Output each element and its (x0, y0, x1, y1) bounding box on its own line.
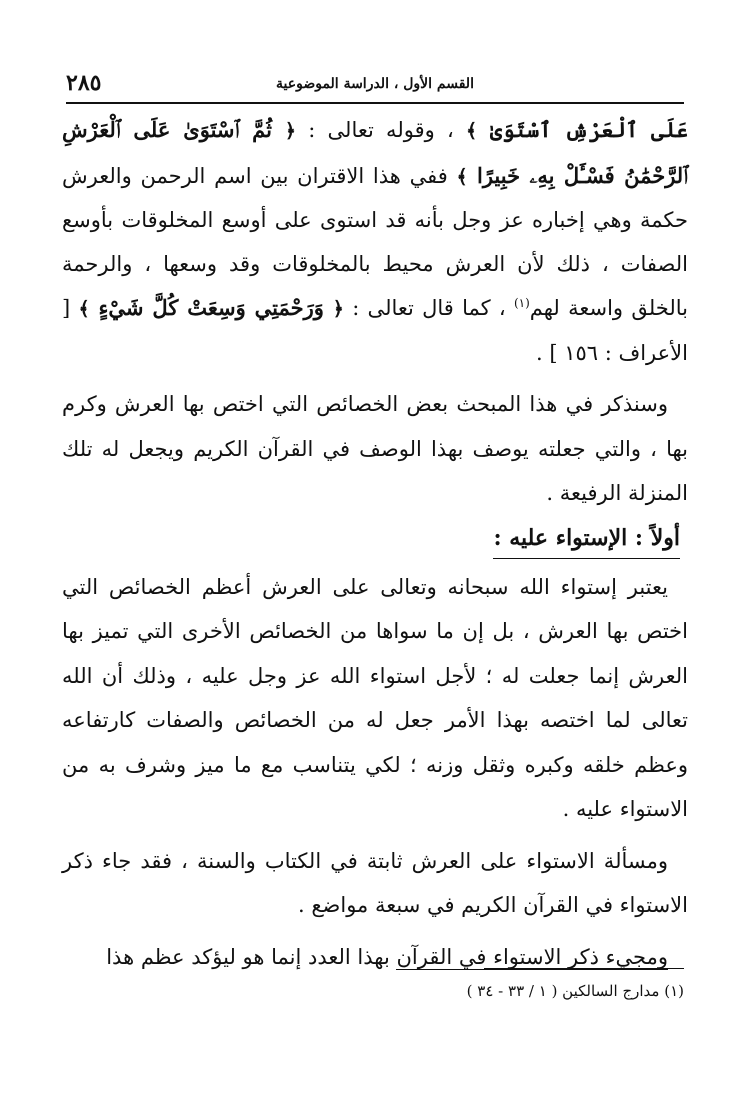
page-number: ٢٨٥ (66, 70, 102, 96)
verse-start-ornament: ﴿ (332, 298, 344, 320)
verse-text: عَلَى ٱلْعَرْشِ ٱسْتَوَىٰ (490, 117, 689, 142)
verse-end-ornament: ﴾ (78, 298, 90, 320)
verse-citation: [ الأعراف : ١٥٦ ] . (62, 296, 688, 365)
body-text: ، وقوله تعالى : (296, 118, 466, 142)
page-body (62, 108, 688, 979)
paragraph (62, 935, 688, 980)
paragraph: وسنذكر في هذا المبحث بعض الخصائص التي اختص بها العرش وكرم بها ، والتي جعلته يوصف بهذا الوصف في القرآن الكريم ويجعل له تلك المنزلة الرفيعة . (62, 392, 688, 505)
verse-text: ثُمَّ ٱسْتَوَىٰ عَلَى ٱلْعَرْشِ ٱلرَّحْمَٰنُ فَسْـَٔلْ بِهِۦ خَبِيرًا (62, 117, 688, 188)
paragraph: ومسألة الاستواء على العرش ثابتة في الكتاب والسنة ، فقد جاء ذكر الاستواء في القرآن الكريم في سبعة مواضع . (62, 848, 688, 917)
paragraph: يعتبر إستواء الله سبحانه وتعالى على العرش أعظم الخصائص التي اختص بها العرش ، بل إن ما سواها من الخصائص الأخرى التي تميز بها العرش إنما جعلت له ؛ لأجل استواء الله عز وجل عليه ، وذلك أن الله تعالى لما اختصه بهذا الأمر جعل له من الخصائص والصفات كارتفاعه وعظم خلقه وكبره وثقل وزنه ؛ لكي يتناسب مع ما ميز وشرف به من الاستواء عليه . (62, 574, 688, 821)
verse-end-ornament: ﴾ (456, 165, 468, 188)
body-text: بهذا العدد إنما هو ليؤكد عظم هذا (106, 944, 397, 969)
body-text: ففي هذا الاقتران بين اسم الرحمن والعرش حكمة وهي إخباره عز وجل بأنه قد استوى على أوسع المخلوقات بأوسع الصفات ، ذلك لأن العرش محيط بالمخلوقات وقد وسعها ، والرحمة بالخلق واسعة لهم (62, 163, 689, 320)
footnote-divider (484, 968, 684, 969)
underlined-text: ومجيء ذكر الاستواء في القرآن (396, 944, 668, 969)
footnote-marker: (١) (513, 296, 530, 310)
verse-end-ornament: ﴾ (466, 120, 478, 142)
body-text: ، كما قال تعالى : (343, 296, 514, 320)
section-heading-text: أولاً : الإستواء عليه : (493, 518, 680, 559)
verse-text: وَرَحْمَتِي وَسِعَتْ كُلَّ شَيْءٍ (98, 295, 324, 320)
paragraph (62, 108, 688, 375)
section-heading (62, 516, 688, 565)
quran-verse (466, 117, 688, 142)
verse-start-ornament: ﴿ (284, 120, 297, 142)
running-title: القسم الأول ، الدراسة الموضوعية (276, 76, 474, 92)
quran-verse (78, 295, 343, 320)
page-header (66, 68, 684, 104)
footnote: (١) مدارج السالكين ( ١ / ٣٣ - ٣٤ ) (466, 982, 684, 1000)
